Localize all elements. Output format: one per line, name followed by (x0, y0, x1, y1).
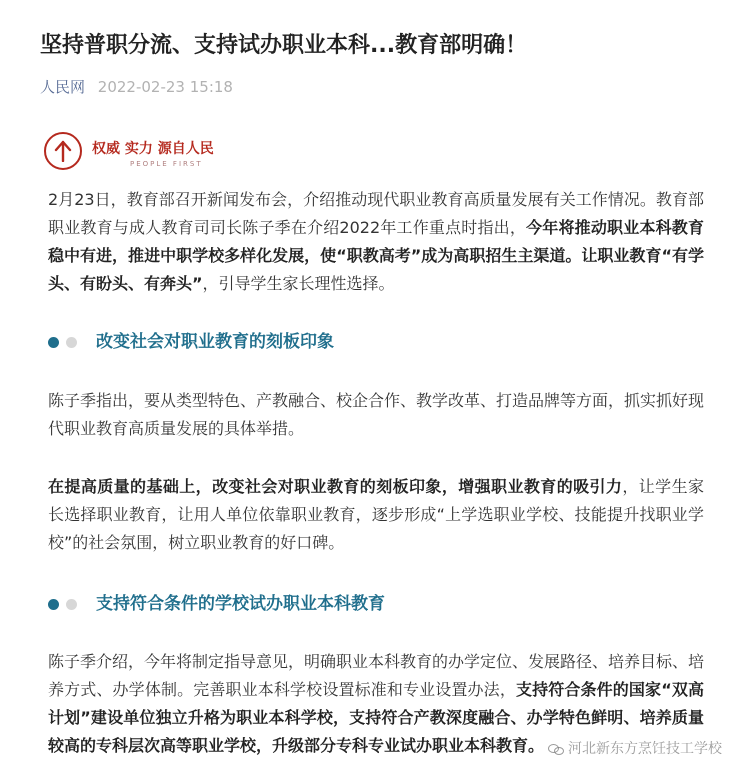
bullet-dot-icon (48, 337, 59, 348)
up-arrow-icon (44, 132, 82, 170)
emphasis-text: 在提高质量的基础上，改变社会对职业教育的刻板印象，增强职业教育的吸引力 (48, 477, 623, 496)
body-text: 2月23日，教育部召开新闻发布会，介绍推动现代职业教育高质量发展有关工作情况。教育部职业教育与成人教育司司长陈子季在介绍2022年工作重点时指出， (48, 190, 704, 237)
paragraph (48, 186, 704, 298)
logo-slogan: 权威 实力 源自人民 (92, 141, 214, 157)
body-text: 陈子季介绍，今年将制定指导意见，明确职业本科教育的办学定位、发展路径、培养目标、培养方式、办学体制。完善职业本科学校设置标准和专业设置办法， (48, 652, 705, 699)
watermark (548, 738, 722, 758)
watermark-text: 河北新东方烹饪技工学校 (568, 741, 722, 757)
bullet-dot-icon (66, 599, 77, 610)
people-daily-logo (44, 132, 264, 176)
logo-subtitle: PEOPLE FIRST (130, 160, 203, 168)
body-text: ，让学生家长选择职业教育，让用人单位依靠职业教育，逐步形成“上学选职业学校、技能提升找职业学校”的社会氛围，树立职业教育的好口碑。 (48, 477, 704, 552)
bullet-dot-icon (66, 337, 77, 348)
section-heading (48, 328, 688, 356)
section-heading-text: 支持符合条件的学校试办职业本科教育 (96, 594, 385, 614)
emphasis-text: 今年将推动职业本科教育稳中有进，推进中职学校多样化发展，使“职教高考”成为高职招生主渠道。让职业教育“有学头、有盼头、有奔头” (48, 218, 704, 293)
bullet-dot-icon (48, 599, 59, 610)
body-text: ，引导学生家长理性选择。 (202, 274, 395, 293)
body-text: 陈子季指出，要从类型特色、产教融合、校企合作、教学改革、打造品牌等方面，抓实抓好现代职业教育高质量发展的具体举措。 (48, 391, 705, 438)
article-title: 坚持普职分流、支持试办职业本科...教育部明确！ (40, 33, 528, 58)
section-heading-text: 改变社会对职业教育的刻板印象 (96, 332, 334, 352)
paragraph (48, 473, 704, 557)
publish-time: 2022-02-23 15:18 (97, 78, 233, 96)
paragraph (48, 387, 704, 443)
source-link[interactable]: 人民网 (40, 78, 86, 96)
section-heading (48, 590, 688, 618)
article-meta (40, 76, 233, 98)
emphasis-text: 支持符合条件的国家“双高计划”建设单位独立升格为职业本科学校，支持符合产教深度融合、办学特色鲜明、培养质量较高的专科层次高等职业学校，升级部分专科专业试办职业本科教育。 (48, 680, 704, 755)
wechat-icon (548, 742, 564, 754)
